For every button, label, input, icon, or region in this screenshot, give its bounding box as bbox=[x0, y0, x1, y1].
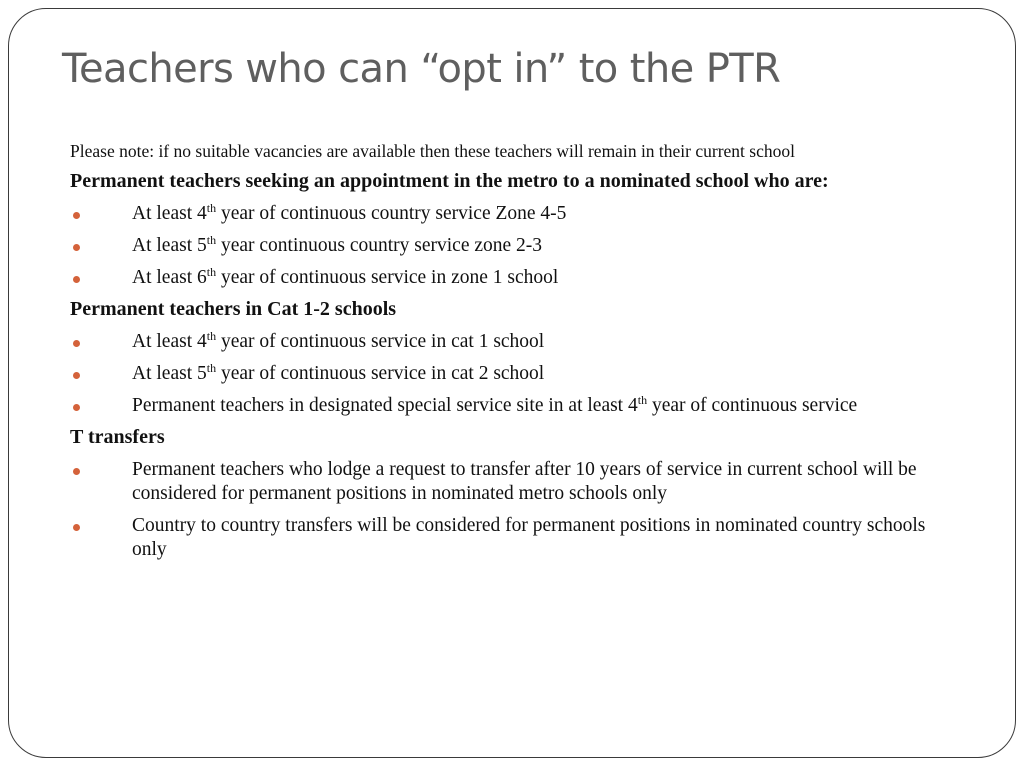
bullet-icon bbox=[73, 524, 80, 531]
list-item: At least 6th year of continuous service in zone 1 school bbox=[70, 266, 950, 290]
list-item: Permanent teachers who lodge a request to transfer after 10 years of service in current school will be considered for permanent positions in nominated metro schools only bbox=[70, 458, 950, 506]
list-item: At least 5th year continuous country service zone 2-3 bbox=[70, 234, 950, 258]
slide-content bbox=[70, 140, 950, 570]
bullet-icon bbox=[73, 468, 80, 475]
bullet-icon bbox=[73, 276, 80, 283]
section-heading-metro: Permanent teachers seeking an appointment in the metro to a nominated school who are: bbox=[70, 170, 829, 192]
list-item: At least 4th year of continuous service in cat 1 school bbox=[70, 330, 950, 354]
section-heading-cat: Permanent teachers in Cat 1-2 schools bbox=[70, 298, 397, 320]
bullet-icon bbox=[73, 404, 80, 411]
slide-title: Teachers who can “opt in” to the PTR bbox=[62, 46, 781, 92]
list-item: Country to country transfers will be considered for permanent positions in nominated country schools only bbox=[70, 514, 950, 562]
note-text: Please note: if no suitable vacancies are available then these teachers will remain in their current school bbox=[70, 141, 795, 161]
list-item: At least 5th year of continuous service in cat 2 school bbox=[70, 362, 950, 386]
section-heading-transfers: T transfers bbox=[70, 426, 165, 448]
list-item: At least 4th year of continuous country service Zone 4-5 bbox=[70, 202, 950, 226]
list-item: Permanent teachers in designated special service site in at least 4th year of continuous service bbox=[70, 394, 950, 418]
bullet-icon bbox=[73, 244, 80, 251]
bullet-icon bbox=[73, 340, 80, 347]
bullet-icon bbox=[73, 212, 80, 219]
bullet-icon bbox=[73, 372, 80, 379]
